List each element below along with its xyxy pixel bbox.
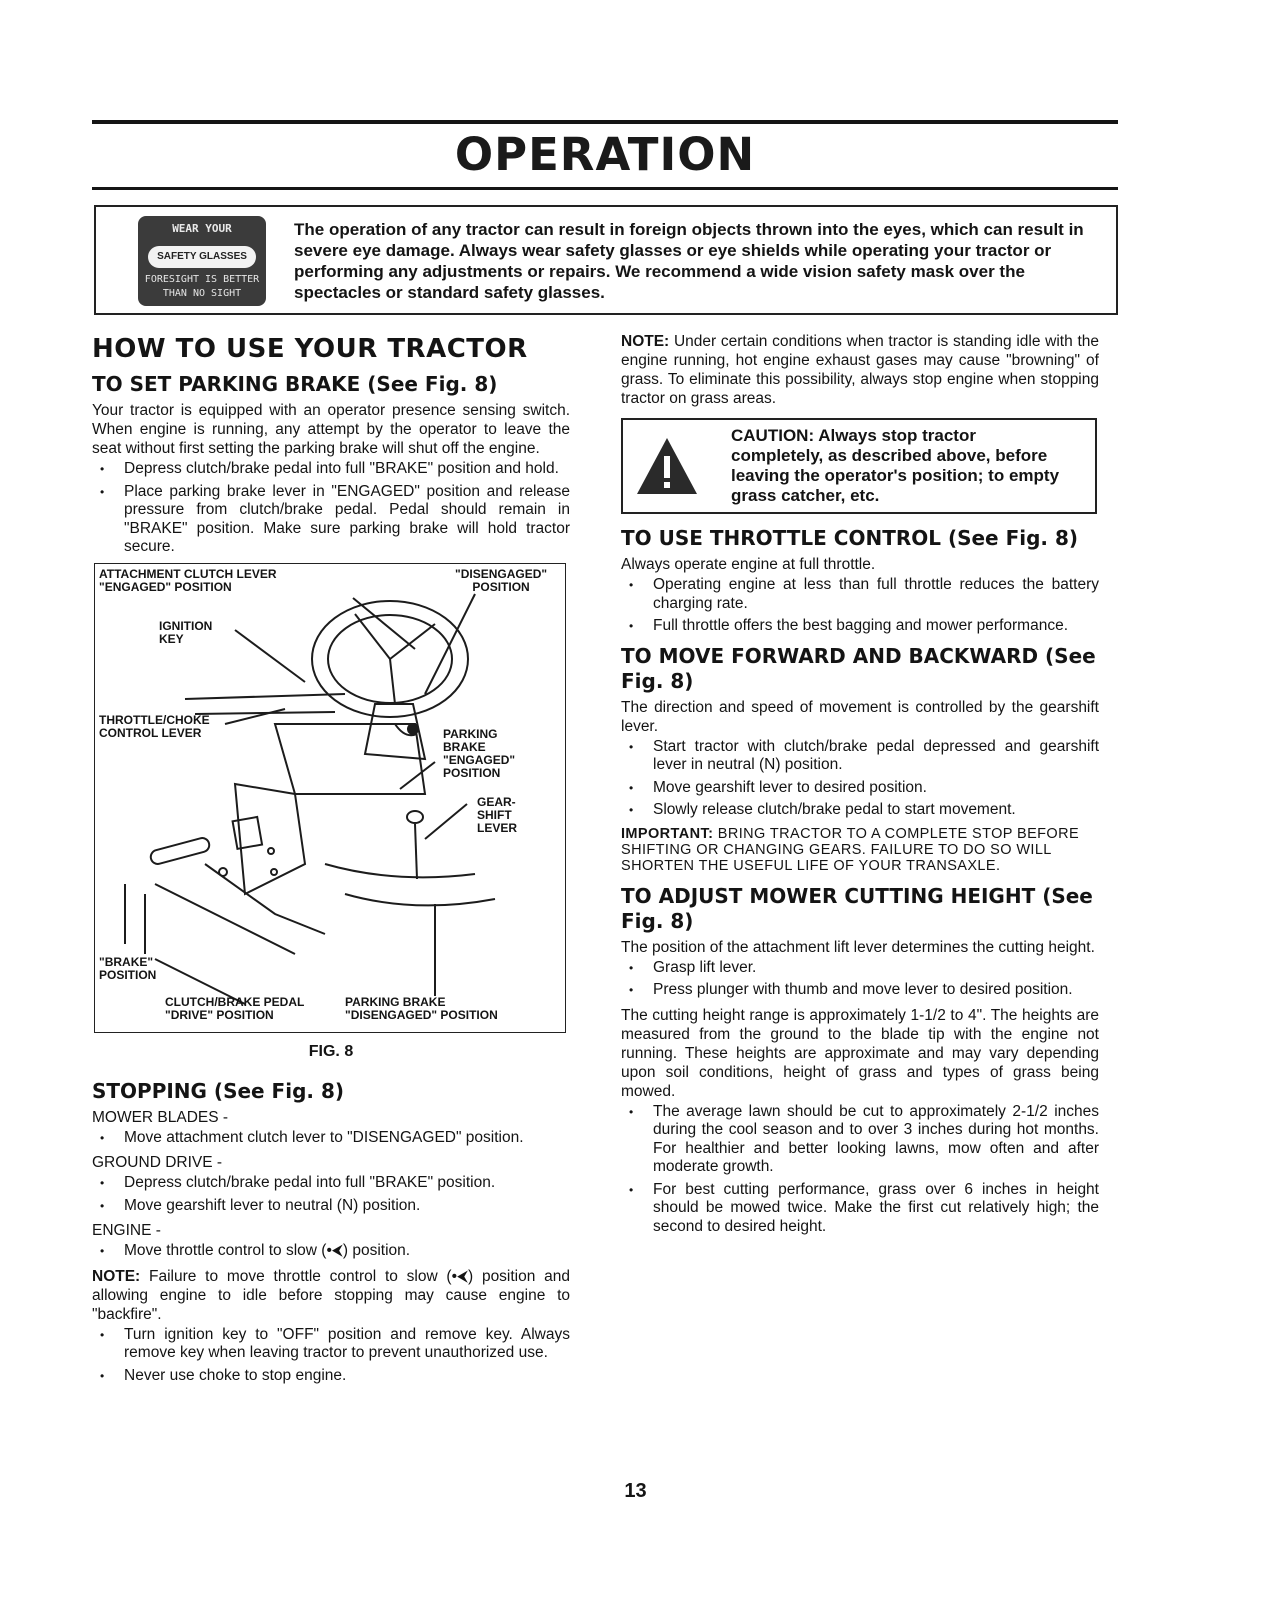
badge-line-1: FORESIGHT IS BETTER [144, 274, 260, 285]
throttle-steps [621, 576, 1099, 636]
list-item: • Slowly release clutch/brake pedal to start movement. [621, 801, 1099, 820]
important-notice [621, 826, 1099, 874]
list-item: • The average lawn should be cut to approximately 2-1/2 inches during the cool season and to over 3 inches during hot months. For healthier and better looking lawns, mow often and after moderate growth. [621, 1103, 1099, 1177]
engine-label: ENGINE - [92, 1222, 161, 1239]
list-item: • Depress clutch/brake pedal into full "BRAKE" position and hold. [92, 460, 570, 479]
lawn-tips [621, 1103, 1099, 1237]
page-title: OPERATION [454, 128, 756, 181]
list-item: • Place parking brake lever in "ENGAGED" position and release pressure from clutch/brake pedal. Pedal should remain in "BRAKE" position. Make sure parking brake will hold tractor secure. [92, 483, 570, 557]
note-label: NOTE: [621, 333, 670, 350]
warning-text: The operation of any tractor can result in foreign objects thrown into the eyes, which can result in severe eye damage. Always wear safety glasses or eye shields while operating your tractor or performing any adjustments or repairs. We recommend a wide vision safety mask over the spectacles or standard safety glasses. [294, 220, 1084, 302]
label-parking-brake-engaged: PARKING BRAKE "ENGAGED" POSITION [443, 726, 516, 780]
important-text: BRING TRACTOR TO A COMPLETE STOP BEFORE SHIFTING OR CHANGING GEARS. FAILURE TO DO SO WILL SHORTEN THE USEFUL LIFE OF YOUR TRANSAXLE. [621, 825, 1080, 874]
list-item: • For best cutting performance, grass over 6 inches in height should be mowed twice. Make the first cut relatively high; the second to desired height. [621, 1181, 1099, 1237]
parking-brake-heading: TO SET PARKING BRAKE (See Fig. 8) [92, 372, 498, 396]
left-column [92, 328, 570, 1391]
caution-box [621, 418, 1097, 514]
list-item: • Move gearshift lever to desired position. [621, 779, 1099, 798]
list-item: • Full throttle offers the best bagging and mower performance. [621, 617, 1099, 636]
parking-brake-intro: Your tractor is equipped with an operator presence sensing switch. When engine is running, any attempt by the operator to leave the seat without first setting the parking brake will shut off the engine. [92, 402, 570, 457]
mower-blades-label: MOWER BLADES - [92, 1108, 229, 1126]
label-brake-position: "BRAKE" POSITION [99, 954, 157, 982]
right-column [621, 328, 1099, 1242]
badge-pill-text: SAFETY GLASSES [148, 246, 256, 268]
list-item: • Move attachment clutch lever to "DISENGAGED" position. [92, 1129, 570, 1148]
forward-steps [621, 738, 1099, 820]
parking-brake-steps [92, 460, 570, 557]
label-throttle-choke: THROTTLE/CHOKE CONTROL LEVER [99, 712, 210, 740]
figure-caption: FIG. 8 [308, 1042, 354, 1060]
final-stop-steps [92, 1326, 570, 1386]
ground-drive-label: GROUND DRIVE - [92, 1154, 223, 1171]
caution-icon [635, 434, 699, 498]
important-label: IMPORTANT: [621, 825, 714, 842]
throttle-heading: TO USE THROTTLE CONTROL (See Fig. 8) [621, 526, 1079, 550]
mower-intro: The position of the attachment lift lever determines the cutting height. [621, 938, 1095, 956]
throttle-intro: Always operate engine at full throttle. [621, 556, 876, 573]
top-rule [92, 120, 1118, 124]
eye-safety-warning [94, 205, 1118, 315]
list-item: • Operating engine at less than full throttle reduces the battery charging rate. [621, 576, 1099, 613]
label-parking-brake-disengaged: PARKING BRAKE "DISENGAGED" POSITION [345, 994, 498, 1022]
section-title: HOW TO USE YOUR TRACTOR [92, 334, 528, 364]
list-item: • Move throttle control to slow (•⮜) position. [92, 1242, 570, 1261]
list-item: • Depress clutch/brake pedal into full "BRAKE" position. [92, 1174, 570, 1193]
note-text: Failure to move throttle control to slow (•⮜) position and allowing engine to idle before stopping may cause engine to "backfire". [92, 1267, 570, 1323]
figure-8-controls-diagram [94, 563, 566, 1033]
forward-backward-heading: TO MOVE FORWARD AND BACKWARD (See Fig. 8) [621, 643, 1096, 693]
label-gearshift-lever: GEAR- SHIFT LEVER [477, 794, 518, 835]
list-item: • Move gearshift lever to neutral (N) position. [92, 1197, 570, 1216]
mower-blades-steps [92, 1129, 570, 1148]
list-item: • Turn ignition key to "OFF" position and remove key. Always remove key when leaving tractor to prevent unauthorized use. [92, 1326, 570, 1363]
list-item: • Start tractor with clutch/brake pedal depressed and gearshift lever in neutral (N) position. [621, 738, 1099, 775]
mower-height-heading: TO ADJUST MOWER CUTTING HEIGHT (See Fig. 8) [621, 883, 1093, 933]
caution-text: CAUTION: Always stop tractor completely, as described above, before leaving the operator's position; to empty grass catcher, etc. [731, 426, 1060, 505]
note-text: Under certain conditions when tractor is standing idle with the engine running, hot engine exhaust gases may cause "browning" of grass. To eliminate this possibility, always stop engine when stopping tractor on grass areas. [621, 333, 1100, 407]
cutting-range-text: The cutting height range is approximately 1-1/2 to 4". The heights are measured from the ground to the blade tip with the engine not running. These heights are approximate and may vary depending upon soil conditions, height of grass and types of grass being mowed. [621, 1006, 1099, 1100]
list-item: • Press plunger with thumb and move lever to desired position. [621, 981, 1099, 1000]
safety-glasses-badge [138, 216, 266, 306]
list-item: • Grasp lift lever. [621, 959, 1099, 978]
label-clutch-brake-pedal: CLUTCH/BRAKE PEDAL "DRIVE" POSITION [165, 994, 305, 1022]
label-disengaged: "DISENGAGED" POSITION [455, 566, 548, 594]
stopping-heading: STOPPING (See Fig. 8) [92, 1078, 345, 1103]
list-item: • Never use choke to stop engine. [92, 1367, 570, 1386]
page-number: 13 [624, 1480, 647, 1502]
label-ignition-key: IGNITION KEY [159, 618, 213, 646]
engine-steps [92, 1242, 570, 1261]
ground-drive-steps [92, 1174, 570, 1215]
badge-top-text: WEAR YOUR [172, 222, 232, 235]
title-underline [92, 187, 1118, 190]
note-label: NOTE: [92, 1267, 141, 1285]
exhaust-note [621, 332, 1099, 408]
stopping-note [92, 1267, 570, 1324]
label-attachment-clutch: ATTACHMENT CLUTCH LEVER "ENGAGED" POSITION [99, 566, 277, 594]
mower-steps [621, 959, 1099, 1000]
badge-line-2: THAN NO SIGHT [162, 288, 242, 299]
forward-intro: The direction and speed of movement is controlled by the gearshift lever. [621, 698, 1099, 735]
